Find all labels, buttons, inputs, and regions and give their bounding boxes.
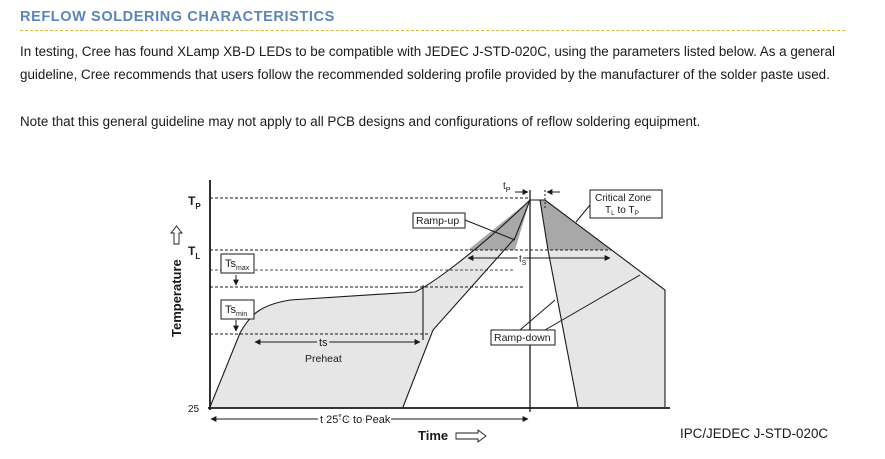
ts-time-label: $t_S$: [519, 254, 527, 267]
section-heading: REFLOW SOLDERING CHARACTERISTICS: [20, 9, 335, 25]
standard-caption: IPC/JEDEC J-STD-020C: [680, 426, 829, 441]
y-axis-arrow-icon: [171, 226, 182, 244]
ts-min-label: $Ts_{min}$: [225, 304, 248, 318]
note-paragraph: Note that this general guideline may not apply to all PCB designs and configurations of reflow soldering equipment.: [20, 114, 701, 129]
critical-zone-label: Critical Zone: [595, 193, 652, 204]
ramp-down-label: Ramp-down: [494, 332, 551, 344]
critical-zone-leader: [576, 205, 590, 222]
heading-divider: [20, 30, 845, 31]
preheat-ts-label: ts: [319, 337, 328, 349]
ts-max-label: $Ts_{max}$: [225, 258, 250, 272]
tp-time-label: $t_P$: [503, 181, 511, 194]
x-axis-arrow-icon: [456, 430, 486, 442]
tp-label: $T_P$: [188, 194, 201, 211]
time-to-peak-label: t 25˚C to Peak: [320, 414, 391, 426]
tl-label: $T_L$: [188, 244, 201, 261]
intro-paragraph: In testing, Cree has found XLamp XB-D LEDs to be compatible with JEDEC J-STD-020C, using the parameters listed below. As a general guideline, Cree recommends that users follow the recommended soldering profile provided by the manufacturer of the solder paste used.: [20, 44, 835, 82]
reflow-profile-diagram: [165, 180, 685, 452]
critical-range-label: $T_L$ to $T_P$: [605, 205, 639, 217]
x-axis-title: Time: [418, 428, 449, 443]
y-origin-label: 25: [188, 404, 200, 415]
ramp-up-label: Ramp-up: [416, 215, 460, 227]
preheat-label: Preheat: [305, 353, 342, 365]
y-axis-title: Temperature: [169, 259, 184, 337]
